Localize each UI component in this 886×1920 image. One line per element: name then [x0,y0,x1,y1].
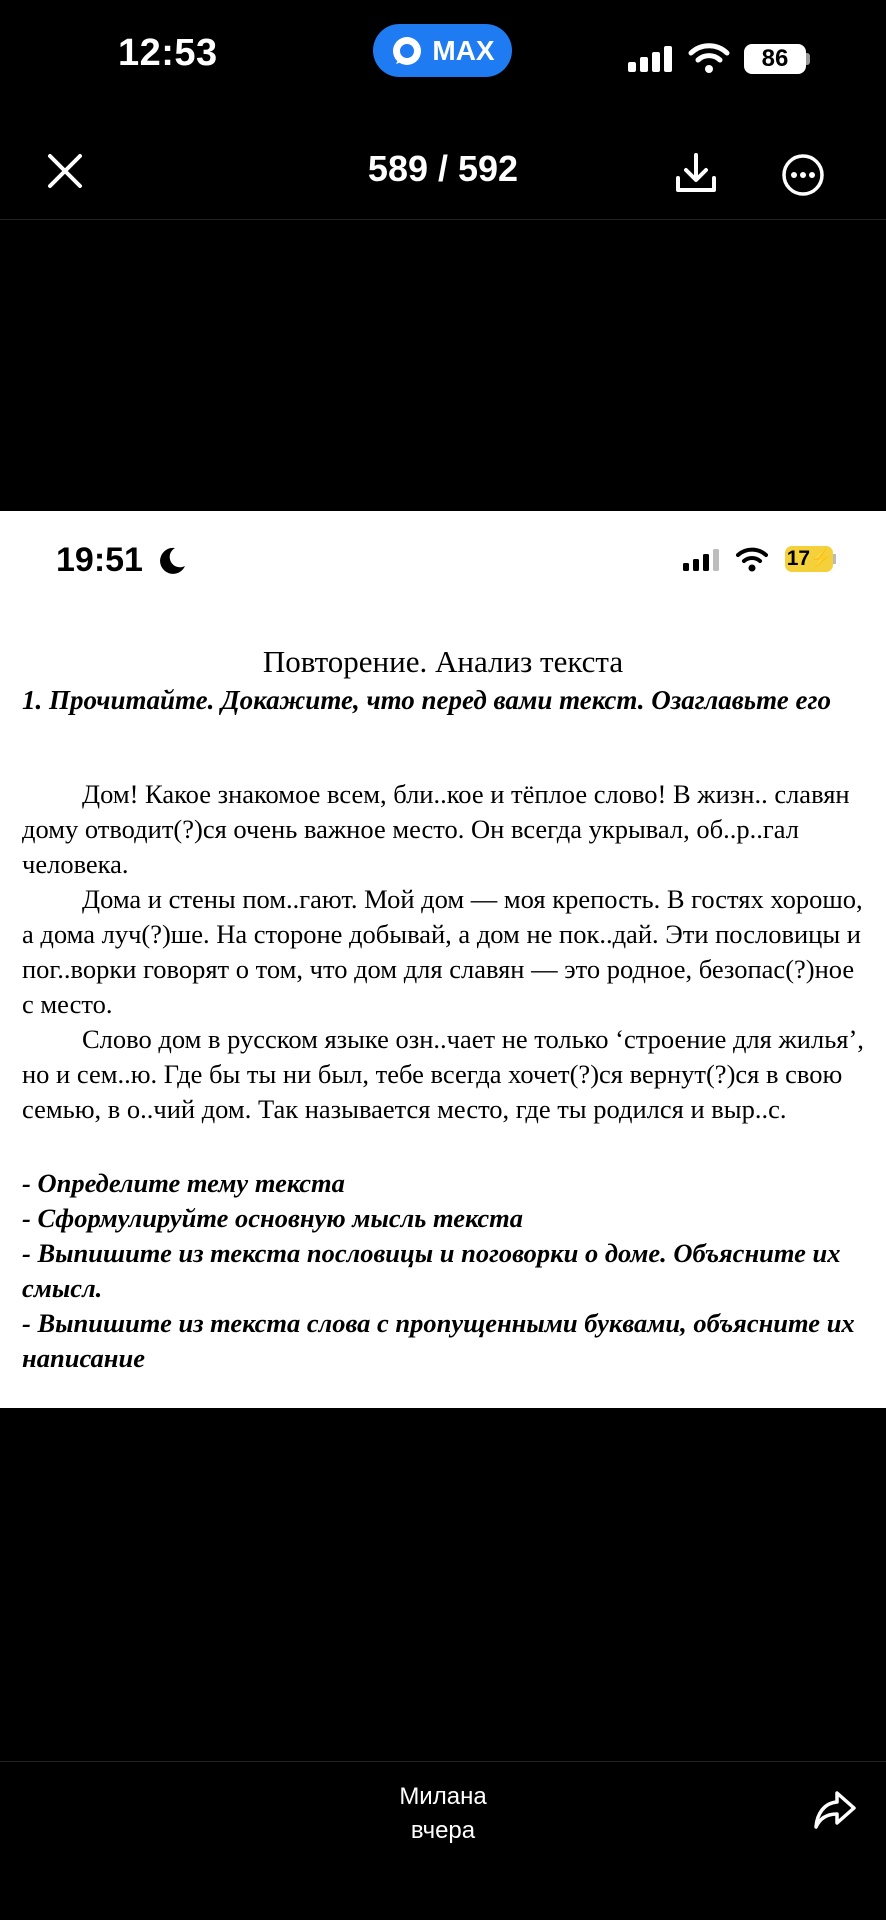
footer-divider [0,1761,886,1762]
document-body [22,777,872,1127]
paragraph: Дом! Какое знакомое всем, бли..кое и тёплое слово! В жизн.. славян дому отводит(?)ся очень важное место. Он всегда укрывал, об..р..гал человека. [22,779,850,879]
question-item: - Выпишите из текста слова с пропущенными буквами, объясните их написание [22,1308,855,1373]
inner-wifi-icon [735,545,769,573]
document-title: Повторение. Анализ текста [262,644,624,679]
max-logo-icon [390,34,424,68]
cellular-signal-icon [628,46,674,72]
task-heading: 1. Прочитайте. Докажите, что перед вами текст. Озаглавьте его [22,685,831,715]
inner-battery-level: 17 [786,547,811,570]
battery-indicator: 86 [744,44,806,74]
download-icon[interactable] [675,152,717,194]
wifi-icon [688,42,730,74]
question-list [22,1166,872,1376]
status-time: 12:53 [118,32,218,74]
share-icon[interactable] [813,1790,857,1830]
header-divider [0,219,886,220]
sent-time: вчера [410,1817,476,1844]
inner-battery-indicator [785,546,833,572]
charging-bolt-icon: ⚡ [810,549,832,568]
sender-info [0,1780,886,1848]
question-item: - Сформулируйте основную мысль текста [22,1203,524,1233]
question-item: - Выпишите из текста пословицы и поговорки о доме. Объясните их смысл. [22,1238,841,1303]
battery-tip [806,53,810,65]
image-counter: 589 / 592 [367,148,519,189]
sender-name: Милана [399,1783,487,1810]
inner-status-time: 19:51 [56,541,143,579]
more-options-icon[interactable] [781,153,825,197]
paragraph: Дома и стены пом..гают. Мой дом — моя крепость. В гостях хорошо, а дома луч(?)ше. На стороне добывай, а дом не пок..дай. Эти пословицы и пог..ворки говорят о том, что дом для славян — это родное, безопас(?)ное с место. [22,884,863,1019]
paragraph: Слово дом в русском языке озн..чает не только ‘строение для жилья’, но и сем..ю. Где бы ты ни был, тебе всегда хочет(?)ся вернут(?)ся в свою семью, в о..чий дом. Так называется место, где ты родился и выр..с. [22,1024,864,1124]
inner-battery-tip [833,554,836,564]
max-app-label: MAX [432,34,495,66]
inner-cellular-signal-icon [683,549,721,571]
max-app-badge[interactable] [373,24,512,77]
question-item: - Определите тему текста [22,1168,345,1198]
document-image[interactable] [0,511,886,1408]
moon-icon [157,546,187,576]
